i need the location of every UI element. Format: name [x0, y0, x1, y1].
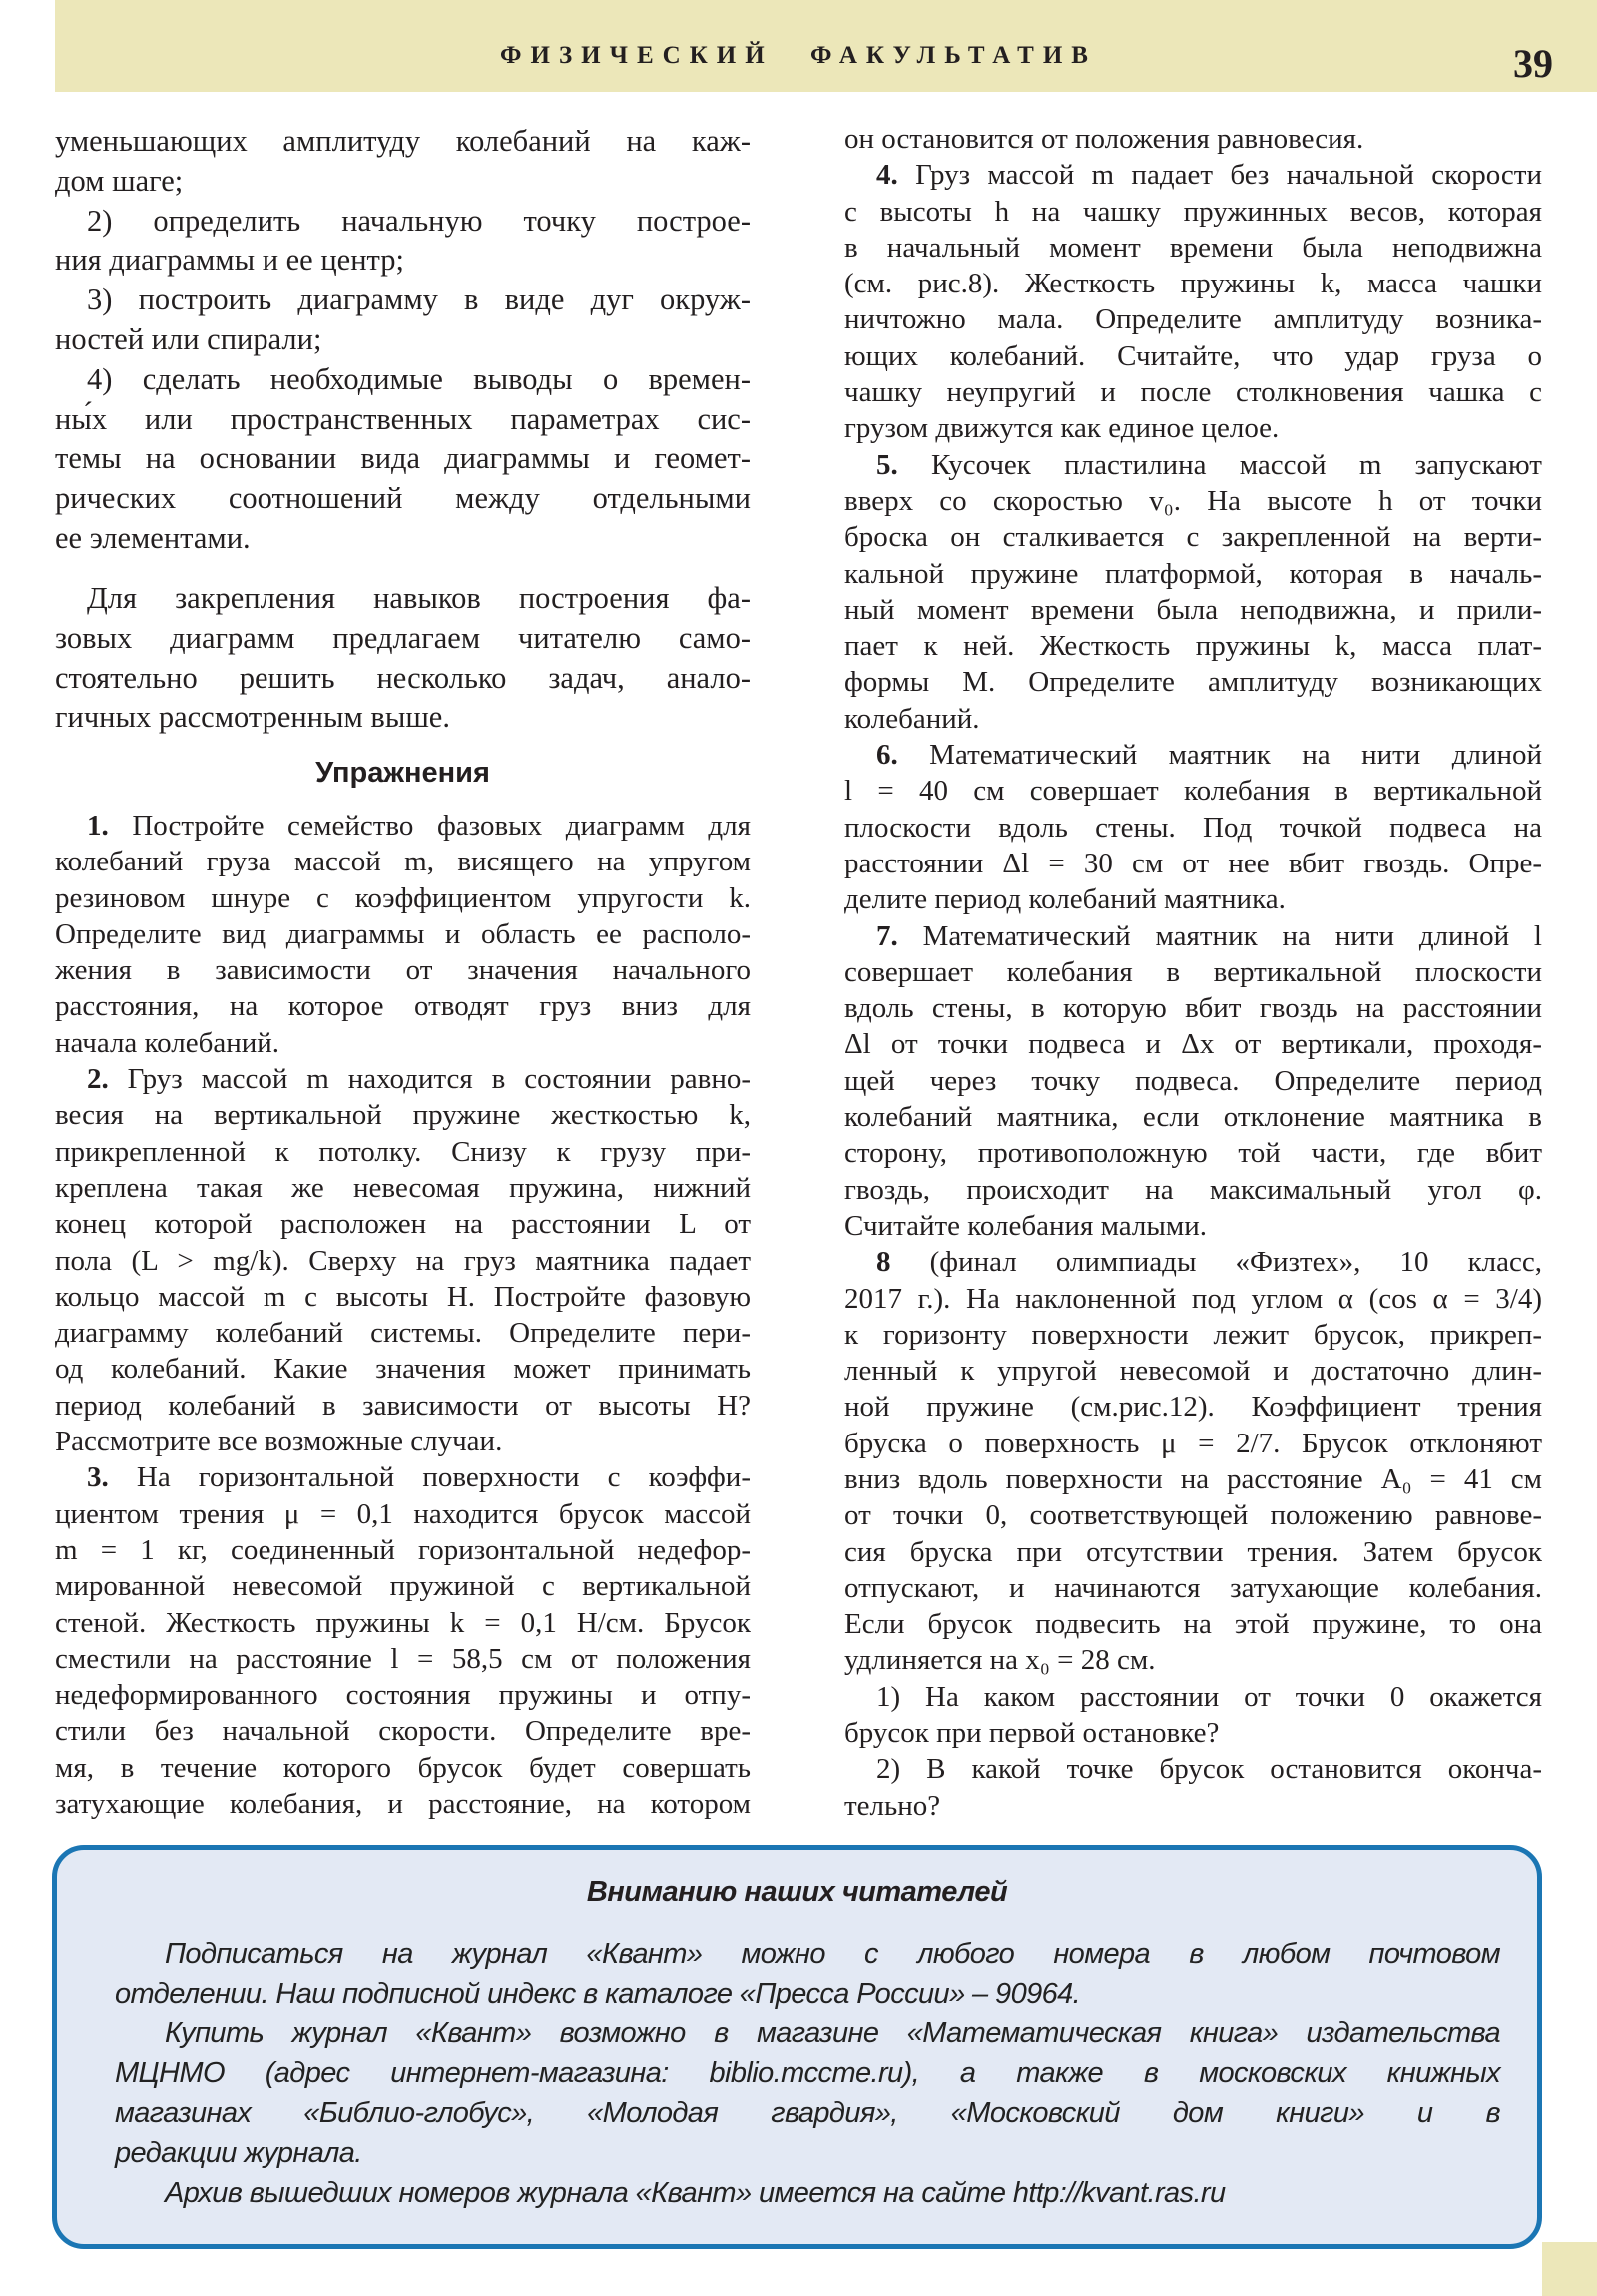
text-line [55, 880, 751, 916]
text-line [844, 1788, 1542, 1824]
line-text: 1) На каком расстоянии от точки 0 окажется [876, 1680, 1542, 1713]
text-line [115, 1934, 1500, 1974]
line-text: темы на основании вида диаграммы и геомет- [55, 441, 751, 476]
line-text: Груз массой m находится в состоянии равно- [108, 1063, 751, 1096]
text-line [55, 988, 751, 1024]
text-line [844, 338, 1542, 374]
text-line [844, 701, 1542, 737]
text-line [844, 881, 1542, 917]
line-text: циентом трения μ = 0,1 находится брусок массой [55, 1497, 751, 1530]
text-line [844, 592, 1542, 628]
text-line [844, 1353, 1542, 1389]
text-line [844, 810, 1542, 846]
text-line [55, 479, 751, 519]
line-text: чашку неупругий и после столкновения чашка с [844, 376, 1542, 409]
text-line [844, 990, 1542, 1026]
text-line [55, 916, 751, 952]
text-line [115, 1974, 1500, 2013]
line-text: ющих колебаний. Считайте, что удар груза о [844, 339, 1542, 372]
line-text: дом шаге; [55, 163, 184, 198]
section-title: ФИЗИЧЕСКИЙ ФАКУЛЬТАТИВ [500, 42, 1097, 69]
page-header [55, 0, 1597, 92]
line-text: На горизонтальной поверхности с коэффи- [108, 1461, 751, 1494]
text-line [55, 808, 751, 844]
line-text: гвоздь, происходит на максимальный угол φ. [844, 1173, 1542, 1206]
line-text: начала колебаний. [55, 1026, 280, 1059]
line-text: недеформированного состояния пружины и отпу- [55, 1679, 751, 1712]
notice-body [115, 1934, 1500, 2213]
text-line [844, 1642, 1542, 1678]
line-text: l = 40 см совершает колебания в вертикальной [844, 775, 1542, 808]
line-text: диаграмму колебаний системы. Определите пери- [55, 1317, 751, 1350]
line-text: 3) построить диаграмму в виде дуг окруж- [87, 283, 751, 317]
line-text: МЦНМО (адрес интернет-магазина: biblio.mccme.ru), а также в московских книжных [115, 2057, 1500, 2089]
line-text: Если брусок подвесить на этой пружине, то она [844, 1608, 1542, 1641]
text-line [844, 301, 1542, 337]
text-line [844, 1317, 1542, 1353]
line-text: броска он сталкивается с закрепленной на верти- [844, 521, 1542, 554]
text-line [55, 1677, 751, 1713]
text-line [844, 1426, 1542, 1461]
line-text: вверх со скоростью v₀. На высоте h от точки [844, 484, 1542, 517]
line-text: от точки 0, соответствующей положению равнове- [844, 1499, 1542, 1532]
line-text: кальной пружине платформой, которая в началь- [844, 557, 1542, 590]
text-line [55, 202, 751, 242]
line-text: Купить журнал «Квант» возможно в магазине «Математическая книга» издательства [165, 2017, 1500, 2049]
text-line [844, 1679, 1542, 1715]
line-text: к горизонту поверхности лежит брусок, прикреп- [844, 1318, 1542, 1351]
line-text: Определите вид диаграммы и область ее располо- [55, 917, 751, 950]
text-line [844, 447, 1542, 483]
line-text: вниз вдоль поверхности на расстояние A₀ = 41 см [844, 1462, 1542, 1495]
text-line [844, 519, 1542, 555]
line-text: Математический маятник на нити длиной [897, 739, 1542, 772]
line-text: Рассмотрите все возможные случаи. [55, 1426, 503, 1458]
text-line [55, 952, 751, 988]
text-line [55, 1641, 751, 1677]
text-line [844, 230, 1542, 266]
exercise-number: 6. [876, 739, 898, 772]
line-text: стеной. Жесткость пружины k = 0,1 Н/см. Брусок [55, 1606, 751, 1639]
line-text: Постройте семейство фазовых диаграмм для [108, 810, 751, 842]
text-line [55, 1170, 751, 1206]
line-text: удлиняется на x₀ = 28 см. [844, 1644, 1156, 1677]
line-text: ной пружине (см.рис.12). Коэффициент трения [844, 1391, 1542, 1424]
text-line [844, 1208, 1542, 1244]
text-line [115, 2013, 1500, 2053]
line-text: стили без начальной скорости. Определите вре- [55, 1715, 751, 1748]
line-text: вдоль стены, в которую вбит гвоздь на расстоянии [844, 992, 1542, 1025]
text-line [844, 266, 1542, 301]
text-line [55, 1424, 751, 1459]
line-text: зовых диаграмм предлагаем читателю само- [55, 620, 751, 655]
text-line [55, 439, 751, 479]
text-line [55, 1713, 751, 1749]
text-line [55, 241, 751, 281]
exercise-number: 3. [87, 1461, 109, 1494]
line-text: в начальный момент времени была неподвижна [844, 231, 1542, 264]
text-line [844, 954, 1542, 990]
text-line [55, 1459, 751, 1495]
page-number: 39 [1513, 41, 1553, 86]
line-text: уменьшающих амплитуду колебаний на каж- [55, 124, 751, 158]
text-line [55, 1025, 751, 1061]
text-line [115, 2173, 1500, 2213]
text-line [844, 918, 1542, 954]
line-text: кольцо массой m с высоты H. Постройте фазовую [55, 1280, 751, 1313]
exercise-number: 7. [876, 919, 898, 952]
text-line [55, 400, 751, 440]
exercise-number: 8 [876, 1246, 891, 1279]
text-line [55, 1750, 751, 1786]
line-text: Считайте колебания малыми. [844, 1209, 1207, 1242]
line-text: m = 1 кг, соединенный горизонтальной недефор- [55, 1533, 751, 1566]
text-line [844, 1135, 1542, 1171]
line-text: ны́х или пространственных параметрах сис- [55, 401, 751, 436]
line-text: Δl от точки подвеса и Δx от вертикали, проходя- [844, 1028, 1542, 1061]
line-text: пола (L > mg/k). Сверху на груз маятника падает [55, 1244, 751, 1277]
line-text: делите период колебаний маятника. [844, 883, 1286, 916]
text-line [844, 157, 1542, 193]
text-line [55, 1351, 751, 1387]
text-line [55, 519, 751, 559]
line-text: Архив вышедших номеров журнала «Квант» имеется на сайте http://kvant.ras.ru [165, 2177, 1226, 2209]
line-text: од колебаний. Какие значения может принимать [55, 1353, 751, 1386]
line-text: формы M. Определите амплитуду возникающих [844, 666, 1542, 699]
text-line [55, 1388, 751, 1424]
line-text: грузом движутся как единое целое. [844, 412, 1280, 445]
text-line [55, 1532, 751, 1568]
text-line [55, 281, 751, 320]
line-text: магазинах «Библио-глобус», «Молодая гвардия», «Московский дом книги» и в [115, 2097, 1500, 2129]
line-text: затухающие колебания, и расстояние, на котором [55, 1788, 751, 1821]
text-line [55, 320, 751, 360]
exercise-number: 4. [876, 159, 898, 192]
exercises-heading: Упражнения [315, 757, 490, 789]
line-text: он остановится от положения равновесия. [844, 123, 1364, 155]
line-text: ностей или спирали; [55, 321, 322, 356]
line-text: тельно? [844, 1789, 941, 1822]
text-line [55, 1243, 751, 1279]
text-line [55, 122, 751, 162]
text-line [844, 1497, 1542, 1533]
text-line [55, 698, 751, 738]
text-line [55, 1568, 751, 1604]
line-text: колебаний груза массой m, висящего на упругом [55, 846, 751, 878]
text-line [115, 2093, 1500, 2133]
line-text: отделении. Наш подписной индекс в каталоге «Пресса России» – 90964. [115, 1978, 1081, 2009]
line-text: стоятельно решить несколько задач, анало- [55, 660, 751, 695]
line-text: пает к ней. Жесткость пружины k, масса плат- [844, 630, 1542, 663]
page-corner-tab [1542, 2242, 1597, 2296]
line-text: с высоты h на чашку пружинных весов, которая [844, 195, 1542, 228]
text-line [844, 483, 1542, 519]
line-text: сия бруска при отсутствии трения. Затем брусок [844, 1535, 1542, 1568]
line-text: 2) В какой точке брусок остановится оконча- [876, 1753, 1542, 1786]
text-line [844, 773, 1542, 809]
exercise-number: 1. [87, 810, 109, 842]
line-text: резиновом шнуре с коэффициентом упругости k. [55, 881, 751, 914]
text-line [844, 664, 1542, 700]
text-line [844, 1389, 1542, 1425]
line-text: весия на вертикальной пружине жесткостью k, [55, 1099, 751, 1132]
line-text: Кусочек пластилина массой m запускают [897, 448, 1542, 481]
right-column [844, 121, 1542, 1824]
line-text: период колебаний в зависимости от высоты H? [55, 1389, 751, 1422]
line-text: рических соотношений между отдельными [55, 481, 751, 516]
line-text: бруска о поверхность μ = 2/7. Брусок отклоняют [844, 1427, 1542, 1459]
line-text: брусок при первой остановке? [844, 1717, 1220, 1750]
line-text: Подписаться на журнал «Квант» можно с любого номера в любом почтовом [165, 1938, 1500, 1970]
line-text: ее элементами. [55, 520, 251, 555]
text-line [844, 1715, 1542, 1751]
line-text: (см. рис.8). Жесткость пружины k, масса чашки [844, 268, 1542, 300]
text-line [55, 844, 751, 879]
text-line [55, 1061, 751, 1097]
line-text: колебаний. [844, 702, 980, 735]
line-text: конец которой расположен на расстоянии L от [55, 1208, 751, 1241]
line-text: Для закрепления навыков построения фа- [87, 581, 751, 615]
line-text: сместили на расстояние l = 58,5 см от положения [55, 1642, 751, 1675]
text-line [844, 1244, 1542, 1280]
line-text: (финал олимпиады «Физтех», 10 класс, [890, 1246, 1542, 1279]
text-line [55, 1206, 751, 1242]
text-line [55, 579, 751, 619]
text-line [844, 737, 1542, 773]
text-line [55, 659, 751, 699]
line-text: креплена такая же невесомая пружина, нижний [55, 1171, 751, 1204]
text-line [55, 1605, 751, 1641]
line-text: гичных рассмотренным выше. [55, 700, 450, 735]
text-line [55, 360, 751, 400]
line-text: колебаний маятника, если отклонение маятника в [844, 1101, 1542, 1134]
line-text: мя, в течение которого брусок будет совершать [55, 1751, 751, 1784]
left-intro-text [55, 122, 751, 559]
line-text: сторону, противоположную той части, где вбит [844, 1137, 1542, 1170]
text-line [115, 2133, 1500, 2173]
line-text: 4) сделать необходимые выводы о времен- [87, 361, 751, 396]
text-line [844, 1281, 1542, 1317]
readers-notice-box [52, 1845, 1542, 2249]
line-text: 2017 г.). На наклоненной под углом α (cos α = 3/4) [844, 1282, 1542, 1315]
text-line [55, 1315, 751, 1351]
text-line [55, 1134, 751, 1170]
line-text: прикрепленной к потолку. Снизу к грузу при- [55, 1135, 751, 1168]
line-text: Груз массой m падает без начальной скорости [897, 159, 1542, 192]
line-text: Математический маятник на нити длиной l [897, 919, 1542, 952]
text-line [844, 1751, 1542, 1787]
line-text: плоскости вдоль стены. Под точкой подвеса на [844, 811, 1542, 844]
text-line [844, 1026, 1542, 1062]
left-exercises [55, 808, 751, 1822]
line-text: жения в зависимости от значения начального [55, 954, 751, 987]
line-text: ния диаграммы и ее центр; [55, 243, 404, 278]
text-line [55, 1496, 751, 1532]
text-line [115, 2053, 1500, 2093]
line-text: расстоянии Δl = 30 см от нее вбит гвоздь. Опре- [844, 847, 1542, 879]
text-line [55, 1097, 751, 1133]
line-text: ничтожно мала. Определите амплитуду возника- [844, 303, 1542, 336]
text-line [55, 1786, 751, 1822]
exercise-number: 5. [876, 448, 898, 481]
line-text: щей через точку подвеса. Определите период [844, 1064, 1542, 1097]
text-line [55, 619, 751, 659]
text-line [55, 162, 751, 202]
notice-title: Вниманию наших читателей [586, 1876, 1008, 1908]
text-line [844, 846, 1542, 881]
text-line [844, 628, 1542, 664]
line-text: мированной невесомой пружиной с вертикальной [55, 1570, 751, 1603]
text-line [844, 121, 1542, 157]
left-paragraph [55, 579, 751, 738]
text-line [844, 1461, 1542, 1497]
text-line [844, 410, 1542, 446]
line-text: ленный к упругой невесомой и достаточно длин- [844, 1355, 1542, 1388]
text-line [844, 1534, 1542, 1570]
text-line [55, 1279, 751, 1315]
line-text: 2) определить начальную точку построе- [87, 203, 751, 238]
text-line [844, 1099, 1542, 1135]
text-line [844, 1063, 1542, 1099]
line-text: редакции журнала. [115, 2137, 362, 2169]
text-line [844, 1606, 1542, 1642]
exercise-number: 2. [87, 1063, 109, 1096]
line-text: отпускают, и начинаются затухающие колебания. [844, 1571, 1542, 1604]
line-text: ный момент времени была неподвижна, и прили- [844, 593, 1542, 626]
text-line [844, 1570, 1542, 1606]
line-text: расстояния, на которое отводят груз вниз для [55, 990, 751, 1023]
line-text: совершает колебания в вертикальной плоскости [844, 955, 1542, 988]
text-line [844, 1172, 1542, 1208]
text-line [844, 194, 1542, 230]
text-line [844, 556, 1542, 592]
text-line [844, 374, 1542, 410]
